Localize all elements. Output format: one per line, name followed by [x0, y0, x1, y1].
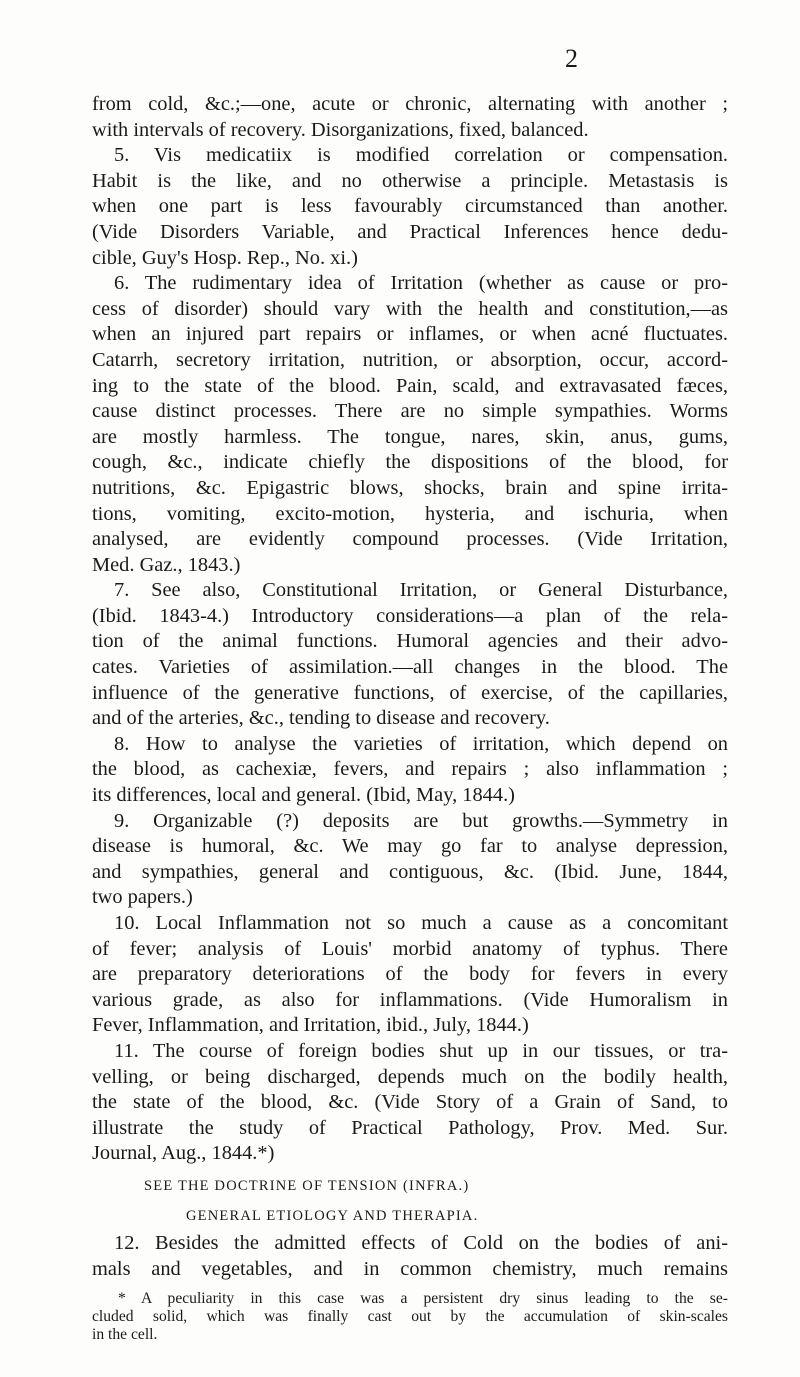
paragraph-9-start: 9. Organizable (?) deposits are but growths.—Symmetry in: [114, 809, 728, 832]
text-line: when one part is less favourably circumstanced than another.: [92, 195, 728, 218]
paragraph-11-start: 11. The course of foreign bodies shut up in our tissues, or tra-: [114, 1039, 728, 1062]
text-line: its differences, local and general. (Ibid, May, 1844.): [92, 784, 515, 807]
text-line: tions, vomiting, excito-motion, hysteria, and ischuria, when: [92, 502, 728, 525]
text-line: illustrate the study of Practical Pathology, Prov. Med. Sur.: [92, 1116, 728, 1139]
text-line: cough, &c., indicate chiefly the dispositions of the blood, for: [92, 451, 728, 474]
paragraph-7-start: 7. See also, Constitutional Irritation, or General Disturbance,: [114, 579, 728, 602]
text-line: Journal, Aug., 1844.*): [92, 1142, 275, 1165]
text-line: influence of the generative functions, of exercise, of the capillaries,: [92, 681, 728, 704]
text-line: with intervals of recovery. Disorganizations, fixed, balanced.: [92, 118, 589, 141]
paragraph-10-start: 10. Local Inflammation not so much a cause as a concomitant: [114, 912, 728, 934]
text-line: Catarrh, secretory irritation, nutrition, or absorption, occur, accord-: [92, 348, 728, 371]
paragraph-6-start: 6. The rudimentary idea of Irritation (whether as cause or pro-: [114, 272, 728, 295]
text-line: disease is humoral, &c. We may go far to analyse depression,: [92, 835, 728, 858]
footnote-line: * A peculiarity in this case was a persistent dry sinus leading to the se-: [118, 1290, 728, 1308]
text-line: the state of the blood, &c. (Vide Story of a Grain of Sand, to: [92, 1091, 728, 1114]
text-line: various grade, as also for inflammations. (Vide Humoralism in: [92, 988, 728, 1011]
text-line: are mostly harmless. The tongue, nares, skin, anus, gums,: [92, 425, 728, 448]
text-line: Fever, Inflammation, and Irritation, ibid., July, 1844.): [92, 1014, 529, 1037]
paragraph-5-start: 5. Vis medicatiix is modified correlation or compensation.: [114, 144, 728, 167]
text-line: analysed, are evidently compound processes. (Vide Irritation,: [92, 528, 728, 551]
text-line: Habit is the like, and no otherwise a principle. Metastasis is: [92, 169, 728, 192]
body-text: [92, 92, 728, 1344]
text-line: and sympathies, general and contiguous, &c. (Ibid. June, 1844,: [92, 860, 728, 883]
text-line: cause distinct processes. There are no simple sympathies. Worms: [92, 400, 728, 423]
text-line: mals and vegetables, and in common chemistry, much remains: [92, 1257, 728, 1280]
section-headings: [92, 1171, 728, 1231]
text-line: when an injured part repairs or inflames, or when acné fluctuates.: [92, 323, 728, 346]
heading-see-tension: SEE THE DOCTRINE OF TENSION (INFRA.): [144, 1177, 470, 1194]
paragraph-12-start: 12. Besides the admitted effects of Cold on the bodies of ani-: [114, 1231, 728, 1254]
text-line: from cold, &c.;—one, acute or chronic, alternating with another ;: [92, 93, 728, 115]
text-line: nutritions, &c. Epigastric blows, shocks, brain and spine irrita-: [92, 476, 728, 499]
text-line: cess of disorder) should vary with the health and constitution,—as: [92, 297, 728, 320]
text-line: are preparatory deteriorations of the body for fevers in every: [92, 963, 728, 986]
footnote-line: cluded solid, which was finally cast out by the accumulation of skin-scales: [92, 1307, 728, 1325]
text-line: (Vide Disorders Variable, and Practical Inferences hence dedu-: [92, 220, 728, 243]
text-line: Med. Gaz., 1843.): [92, 553, 241, 576]
text-line: tion of the animal functions. Humoral agencies and their advo-: [92, 630, 728, 653]
text-line: two papers.): [92, 886, 193, 909]
text-line: ing to the state of the blood. Pain, scald, and extravasated fæces,: [92, 374, 728, 397]
footnote-line: in the cell.: [92, 1325, 158, 1343]
text-line: the blood, as cachexiæ, fevers, and repairs ; also inflammation ;: [92, 758, 728, 781]
text-line: of fever; analysis of Louis' morbid anatomy of typhus. There: [92, 937, 728, 960]
text-line: (Ibid. 1843-4.) Introductory considerations—a plan of the rela-: [92, 604, 728, 627]
heading-general-etiology: GENERAL ETIOLOGY AND THERAPIA.: [186, 1207, 479, 1224]
text-line: cible, Guy's Hosp. Rep., No. xi.): [92, 246, 358, 269]
text-line: velling, or being discharged, depends much on the bodily health,: [92, 1065, 728, 1088]
text-line: and of the arteries, &c., tending to disease and recovery.: [92, 707, 550, 730]
footnote: [92, 1290, 728, 1343]
paragraph-8-start: 8. How to analyse the varieties of irritation, which depend on: [114, 732, 728, 755]
page-number: 2: [565, 44, 578, 73]
text-line: cates. Varieties of assimilation.—all changes in the blood. The: [92, 656, 728, 679]
